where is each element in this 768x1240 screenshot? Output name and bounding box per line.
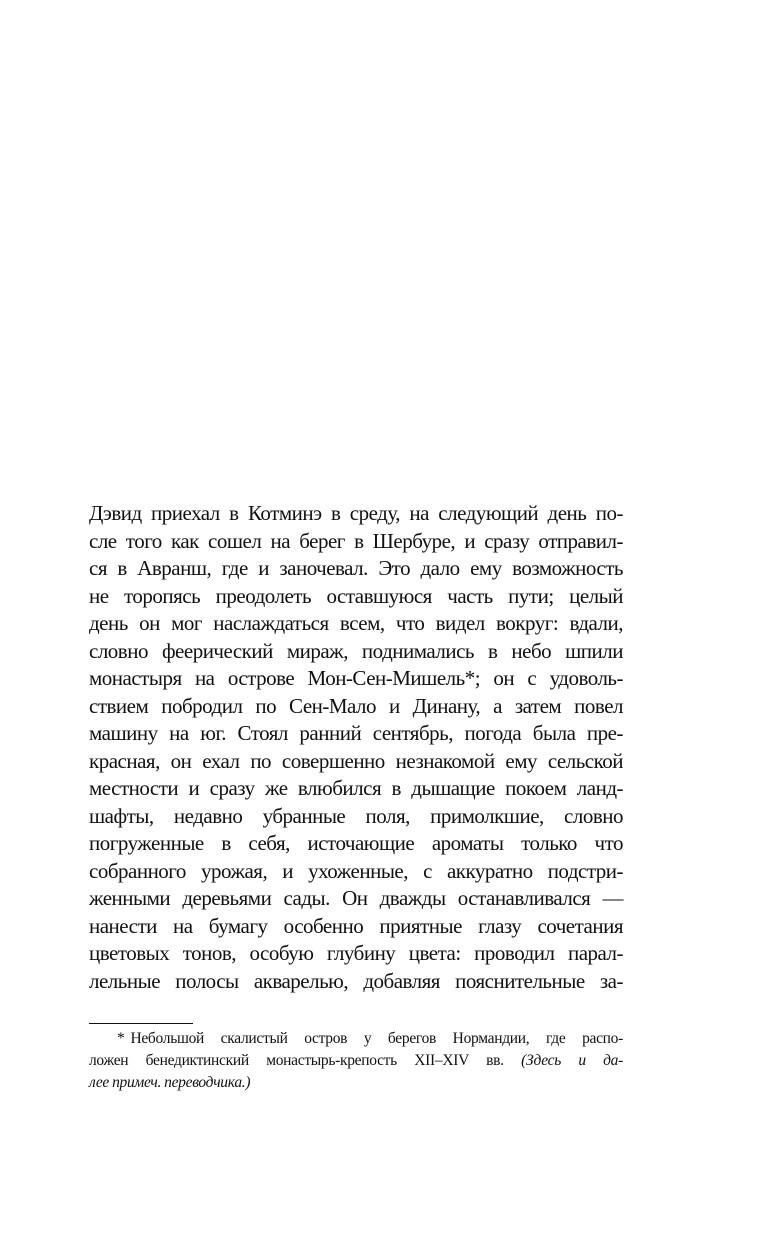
text-line: цветовых тонов, особую глубину цвета: проводил парал-: [89, 941, 623, 965]
footnote-line: [89, 1050, 623, 1072]
text-line: красная, он ехал по совершенно незнакомой ему сельской: [89, 748, 623, 773]
footnote-text: Небольшой скалистый остров у берегов Нормандии, где распо-: [130, 1030, 623, 1047]
footnote-line: [89, 1028, 623, 1050]
text-line: ся в Авранш, где и заночевал. Это дало ему возможность: [89, 556, 623, 580]
footnote-divider: [89, 1023, 193, 1024]
text-line: собранного урожая, и ухоженные, с аккуратно подстри-: [89, 858, 623, 883]
text-line: сле того как сошел на берег в Шербуре, и сразу отправил-: [89, 528, 623, 553]
footnote-italic-text: лее примеч. переводчика.): [89, 1074, 251, 1091]
footnote: [89, 1028, 623, 1094]
text-line: погруженные в себя, источающие ароматы только что: [89, 831, 623, 855]
footnote-mark: *: [117, 1030, 125, 1047]
footnote-italic-text: (Здесь и да-: [521, 1052, 623, 1069]
text-line: лельные полосы акварелью, добавляя пояснительные за-: [89, 968, 623, 993]
text-line: местности и сразу же влюбился в дышащие покоем ланд-: [89, 776, 623, 800]
text-line: машину на юг. Стоял ранний сентябрь, погода была пре-: [89, 721, 623, 745]
text-line: нанести на бумагу особенно приятные глазу сочетания: [89, 913, 623, 938]
text-line: женными деревьями сады. Он дважды останавливался —: [89, 886, 623, 910]
footnote-text: ложен бенедиктинский монастырь-крепость XII–XIV вв.: [89, 1052, 504, 1069]
text-line: словно феерический мираж, поднимались в небо шпили: [89, 638, 623, 663]
text-line: не торопясь преодолеть оставшуюся часть пути; целый: [89, 583, 623, 608]
text-line: шафты, недавно убранные поля, примолкшие, словно: [89, 803, 623, 828]
text-line: ствием побродил по Сен-Мало и Динану, а затем повел: [89, 693, 623, 718]
text-line: день он мог наслаждаться всем, что видел вокруг: вдали,: [89, 611, 623, 635]
text-line: Дэвид приехал в Котминэ в среду, на следующий день по-: [89, 501, 623, 525]
text-line: монастыря на острове Мон-Сен-Мишель*; он с удоволь-: [89, 666, 623, 690]
body-text: [89, 500, 623, 995]
